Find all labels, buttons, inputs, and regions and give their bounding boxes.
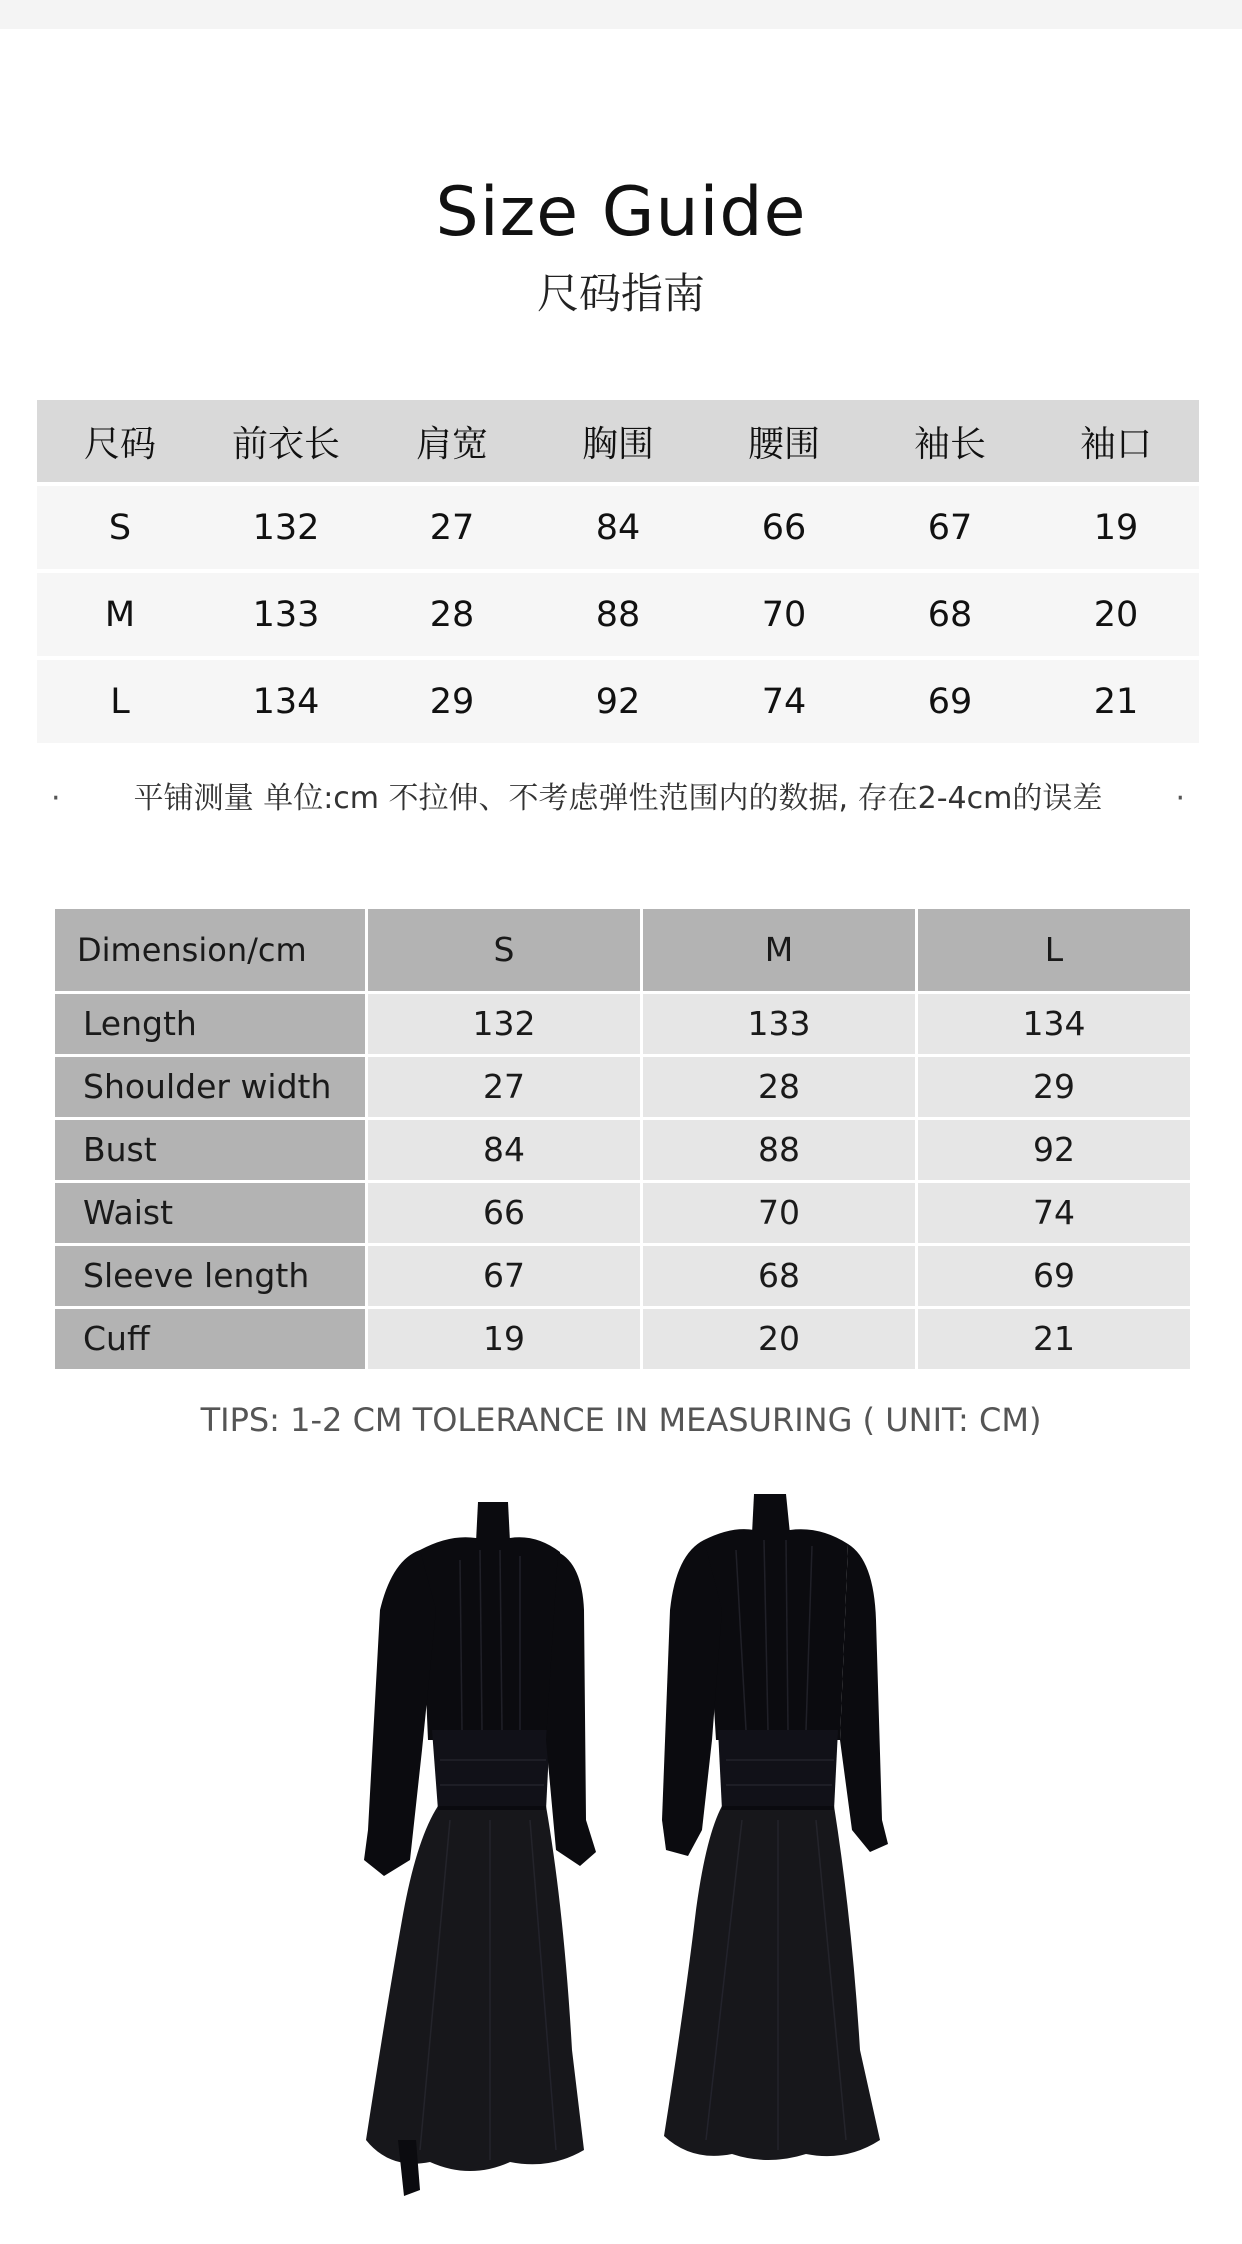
tolerance-tip: TIPS: 1-2 CM TOLERANCE IN MEASURING ( UNIT: CM) [200, 1401, 1042, 1439]
table-row [55, 1183, 1193, 1246]
en-header-cell: M [643, 909, 915, 991]
en-header-cell: L [918, 909, 1190, 991]
table-cell: 69 [918, 1246, 1190, 1306]
cn-header-cell: 前衣长 [231, 423, 340, 465]
table-cell: 27 [429, 507, 475, 548]
table-cell: 84 [595, 507, 641, 548]
table-cell: 66 [761, 507, 807, 548]
dress-front-image [350, 1490, 600, 2200]
cn-header-cell: 腰围 [747, 423, 820, 465]
table-cell: 19 [1093, 507, 1139, 548]
table-cell: 20 [643, 1309, 915, 1369]
table-cell: 134 [918, 994, 1190, 1054]
cn-header-cell: 胸围 [581, 423, 654, 465]
table-row [55, 1057, 1193, 1120]
row-label: Bust [55, 1120, 365, 1180]
table-cell: 74 [918, 1183, 1190, 1243]
top-bar [0, 0, 1242, 29]
en-table-header [55, 909, 1193, 994]
table-row [55, 1309, 1193, 1372]
table-cell: 21 [1093, 681, 1139, 722]
table-cell: 74 [761, 681, 807, 722]
table-row [55, 1120, 1193, 1183]
table-cell: 134 [252, 681, 320, 722]
cn-header-cell: 肩宽 [415, 423, 488, 465]
cn-table-header [37, 400, 1199, 482]
table-row [55, 994, 1193, 1057]
table-cell: 27 [368, 1057, 640, 1117]
table-cell: S [108, 507, 132, 548]
table-cell: M [104, 594, 136, 635]
measurement-note [37, 775, 1199, 823]
cn-header-cell: 袖口 [1079, 423, 1152, 465]
table-cell: 68 [927, 594, 973, 635]
row-label: Shoulder width [55, 1057, 365, 1117]
page-subtitle: 尺码指南 [536, 269, 705, 318]
en-header-cell: S [368, 909, 640, 991]
table-cell: 132 [368, 994, 640, 1054]
table-cell: 88 [643, 1120, 915, 1180]
table-cell: 67 [368, 1246, 640, 1306]
row-label: Waist [55, 1183, 365, 1243]
table-cell: 21 [918, 1309, 1190, 1369]
table-cell: 92 [918, 1120, 1190, 1180]
table-row [55, 1246, 1193, 1309]
row-label: Length [55, 994, 365, 1054]
dress-back-image [656, 1490, 896, 2180]
table-row [37, 486, 1199, 569]
table-cell: 68 [643, 1246, 915, 1306]
table-cell: L [110, 681, 130, 722]
table-row [37, 573, 1199, 656]
cn-header-cell: 袖长 [913, 423, 986, 465]
table-row [37, 660, 1199, 743]
table-cell: 133 [643, 994, 915, 1054]
table-cell: 132 [252, 507, 320, 548]
table-cell: 84 [368, 1120, 640, 1180]
table-cell: 67 [927, 507, 973, 548]
page-title: Size Guide [435, 173, 807, 252]
en-header-cell: Dimension/cm [55, 909, 365, 991]
table-cell: 66 [368, 1183, 640, 1243]
table-cell: 88 [595, 594, 641, 635]
table-cell: 28 [429, 594, 475, 635]
en-size-table [55, 909, 1193, 1372]
table-cell: 28 [643, 1057, 915, 1117]
table-cell: 20 [1093, 594, 1139, 635]
table-cell: 29 [429, 681, 475, 722]
row-label: Sleeve length [55, 1246, 365, 1306]
bullet-dot: · [1175, 781, 1185, 816]
table-cell: 133 [252, 594, 320, 635]
bullet-dot: · [51, 781, 61, 816]
table-cell: 29 [918, 1057, 1190, 1117]
measurement-note-text: 平铺测量 单位:cm 不拉伸、不考虑弹性范围内的数据, 存在2-4cm的误差 [133, 781, 1103, 816]
table-cell: 92 [595, 681, 641, 722]
row-label: Cuff [55, 1309, 365, 1369]
table-cell: 70 [761, 594, 807, 635]
table-cell: 19 [368, 1309, 640, 1369]
cn-size-table [37, 400, 1199, 747]
cn-header-cell: 尺码 [83, 423, 156, 465]
table-cell: 69 [927, 681, 973, 722]
table-cell: 70 [643, 1183, 915, 1243]
